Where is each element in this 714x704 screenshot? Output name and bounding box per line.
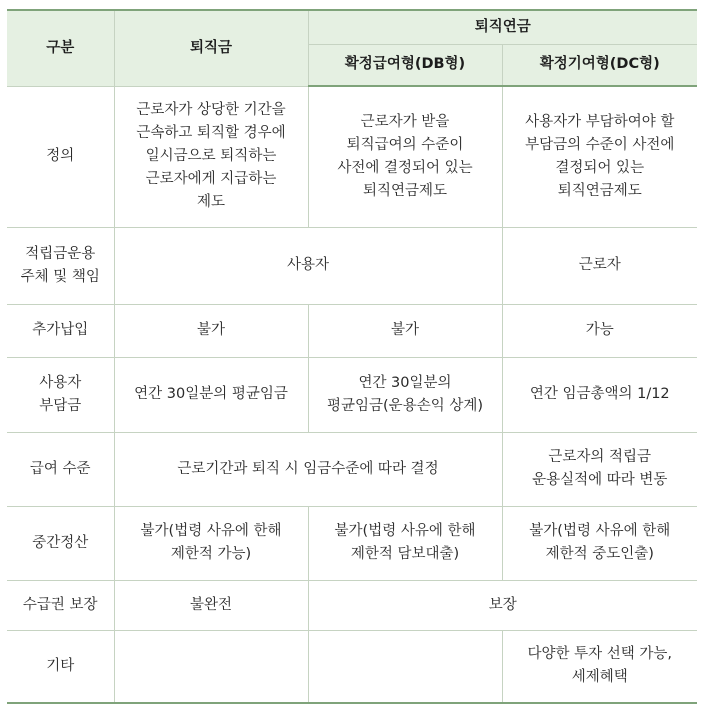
row-label: 수급권 보장 bbox=[7, 580, 114, 630]
cell-severance: 불가(법령 사유에 한해 제한적 가능) bbox=[114, 506, 308, 580]
table-row-employer-burden bbox=[7, 357, 697, 432]
row-label: 사용자 부담금 bbox=[7, 357, 114, 432]
row-label: 적립금운용 주체 및 책임 bbox=[7, 227, 114, 304]
cell-dc: 근로자 bbox=[502, 227, 697, 304]
table-row-benefit-level bbox=[7, 432, 697, 506]
cell-dc: 불가(법령 사유에 한해 제한적 중도인출) bbox=[502, 506, 697, 580]
cell-severance-db: 사용자 bbox=[114, 227, 502, 304]
cell-db: 불가 bbox=[308, 304, 502, 357]
row-label: 추가납입 bbox=[7, 304, 114, 357]
cell-dc: 다양한 투자 선택 가능, 세제혜택 bbox=[502, 630, 697, 703]
cell-db: 연간 30일분의 평균임금(운용손익 상계) bbox=[308, 357, 502, 432]
table-row-definition bbox=[7, 86, 697, 227]
header-db-type: 확정급여형(DB형) bbox=[308, 44, 502, 86]
table-row-interim-settlement bbox=[7, 506, 697, 580]
table-row-fund-management bbox=[7, 227, 697, 304]
cell-severance: 근로자가 상당한 기간을 근속하고 퇴직할 경우에 일시금으로 퇴직하는 근로자에게 지급하는 제도 bbox=[114, 86, 308, 227]
cell-severance: 연간 30일분의 평균임금 bbox=[114, 357, 308, 432]
header-category: 구분 bbox=[7, 10, 114, 86]
table-row-other bbox=[7, 630, 697, 703]
cell-db bbox=[308, 630, 502, 703]
header-dc-type: 확정기여형(DC형) bbox=[502, 44, 697, 86]
cell-dc: 근로자의 적립금 운용실적에 따라 변동 bbox=[502, 432, 697, 506]
cell-severance-db: 근로기간과 퇴직 시 임금수준에 따라 결정 bbox=[114, 432, 502, 506]
cell-dc: 가능 bbox=[502, 304, 697, 357]
cell-dc: 사용자가 부담하여야 할 부담금의 수준이 사전에 결정되어 있는 퇴직연금제도 bbox=[502, 86, 697, 227]
header-severance: 퇴직금 bbox=[114, 10, 308, 86]
cell-db: 불가(법령 사유에 한해 제한적 담보대출) bbox=[308, 506, 502, 580]
table-row-additional-payment bbox=[7, 304, 697, 357]
cell-severance: 불가 bbox=[114, 304, 308, 357]
row-label: 중간정산 bbox=[7, 506, 114, 580]
row-label: 기타 bbox=[7, 630, 114, 703]
cell-severance bbox=[114, 630, 308, 703]
retirement-comparison-table bbox=[7, 9, 697, 704]
table-row-benefit-protection bbox=[7, 580, 697, 630]
header-retirement-pension: 퇴직연금 bbox=[308, 10, 697, 44]
cell-dc: 연간 임금총액의 1/12 bbox=[502, 357, 697, 432]
cell-db-dc: 보장 bbox=[308, 580, 697, 630]
cell-severance: 불완전 bbox=[114, 580, 308, 630]
row-label: 급여 수준 bbox=[7, 432, 114, 506]
cell-db: 근로자가 받을 퇴직급여의 수준이 사전에 결정되어 있는 퇴직연금제도 bbox=[308, 86, 502, 227]
row-label: 정의 bbox=[7, 86, 114, 227]
